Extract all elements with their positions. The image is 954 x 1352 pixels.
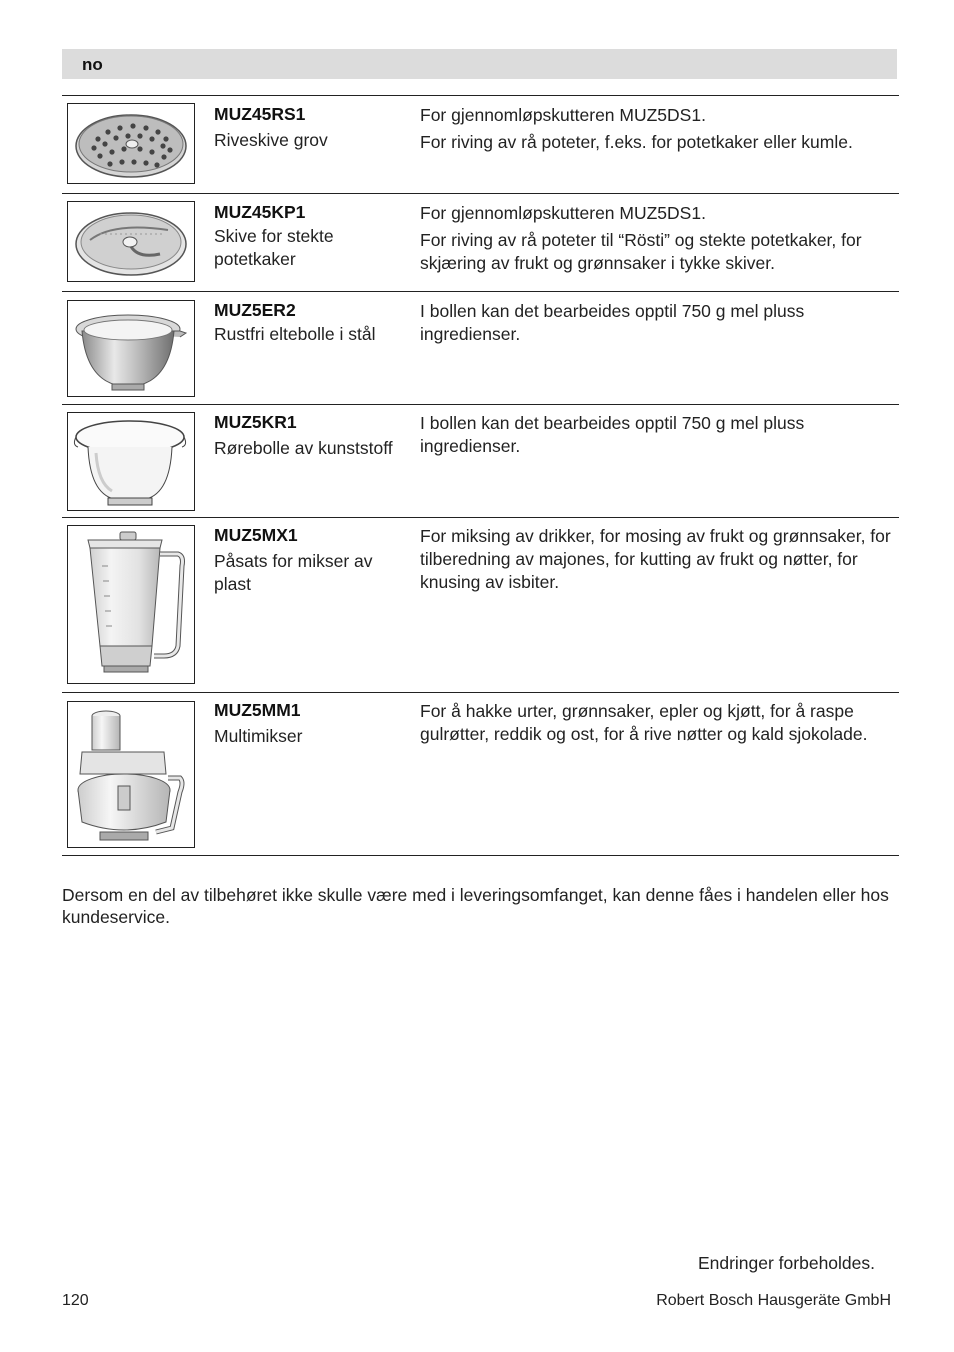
product-code: MUZ5MX1 — [214, 525, 298, 545]
product-description — [420, 525, 900, 598]
description-line: For gjennomløpskutteren MUZ5DS1. — [420, 105, 706, 125]
multi-mixer-image — [67, 701, 195, 848]
description-line: For gjennomløpskutteren MUZ5DS1. — [420, 203, 706, 223]
description-line: For miksing av drikker, for mosing av frukt og grønnsaker, for tilberedning av majones, for kutting av frukt og nøtter, for knusing av isbiter. — [420, 526, 891, 592]
product-code: MUZ5KR1 — [214, 412, 297, 432]
product-code: MUZ5MM1 — [214, 700, 301, 720]
product-description — [420, 300, 900, 350]
blender-attachment-image — [67, 525, 195, 684]
accessory-table — [62, 95, 899, 856]
product-name: Påsats for mikser av plast — [214, 551, 373, 594]
product-code: MUZ45RS1 — [214, 104, 306, 124]
language-code: no — [82, 55, 103, 74]
product-code: MUZ5ER2 — [214, 300, 296, 320]
table-row-muz5kr1 — [62, 404, 899, 517]
product-code: MUZ45KP1 — [214, 202, 306, 222]
language-header-bar — [62, 49, 897, 79]
table-row-muz5er2 — [62, 291, 899, 404]
product-name: Skive for stekte potetkaker — [214, 226, 334, 269]
product-description — [420, 700, 900, 750]
product-name: Riveskive grov — [214, 130, 328, 150]
stainless-steel-bowl-image — [67, 300, 195, 397]
product-name: Rustfri eltebolle i stål — [214, 324, 376, 344]
description-line: For å hakke urter, grønnsaker, epler og kjøtt, for å raspe gulrøtter, reddik og ost, for å rive nøtter og kald sjokolade. — [420, 701, 868, 744]
description-line: For riving av rå poteter til “Rösti” og stekte potetkaker, for skjæring av frukt og grønnsaker i tykke skiver. — [420, 230, 862, 273]
grating-disc-coarse-image — [67, 103, 195, 184]
availability-note: Dersom en del av tilbehøret ikke skulle være med i leveringsomfanget, kan denne fåes i handelen eller hos kundeservice. — [62, 885, 889, 927]
company-name: Robert Bosch Hausgeräte GmbH — [656, 1292, 891, 1309]
product-name: Rørebolle av kunststoff — [214, 438, 393, 458]
table-row-muz5mm1 — [62, 692, 899, 856]
description-line: I bollen kan det bearbeides opptil 750 g mel pluss ingredienser. — [420, 301, 805, 344]
potato-fritter-disc-image — [67, 201, 195, 282]
table-row-muz5mx1 — [62, 517, 899, 692]
description-line: For riving av rå poteter, f.eks. for potetkaker eller kumle. — [420, 132, 853, 152]
product-description — [420, 104, 900, 158]
product-name: Multimikser — [214, 726, 303, 746]
description-line: I bollen kan det bearbeides opptil 750 g mel pluss ingredienser. — [420, 413, 805, 456]
product-description — [420, 412, 900, 462]
table-row-muz45kp1 — [62, 193, 899, 291]
page-number: 120 — [62, 1292, 89, 1309]
plastic-mixing-bowl-image — [67, 412, 195, 511]
product-description — [420, 202, 900, 279]
table-row-muz45rs1 — [62, 95, 899, 193]
reservation-note: Endringer forbeholdes. — [697, 1253, 875, 1273]
